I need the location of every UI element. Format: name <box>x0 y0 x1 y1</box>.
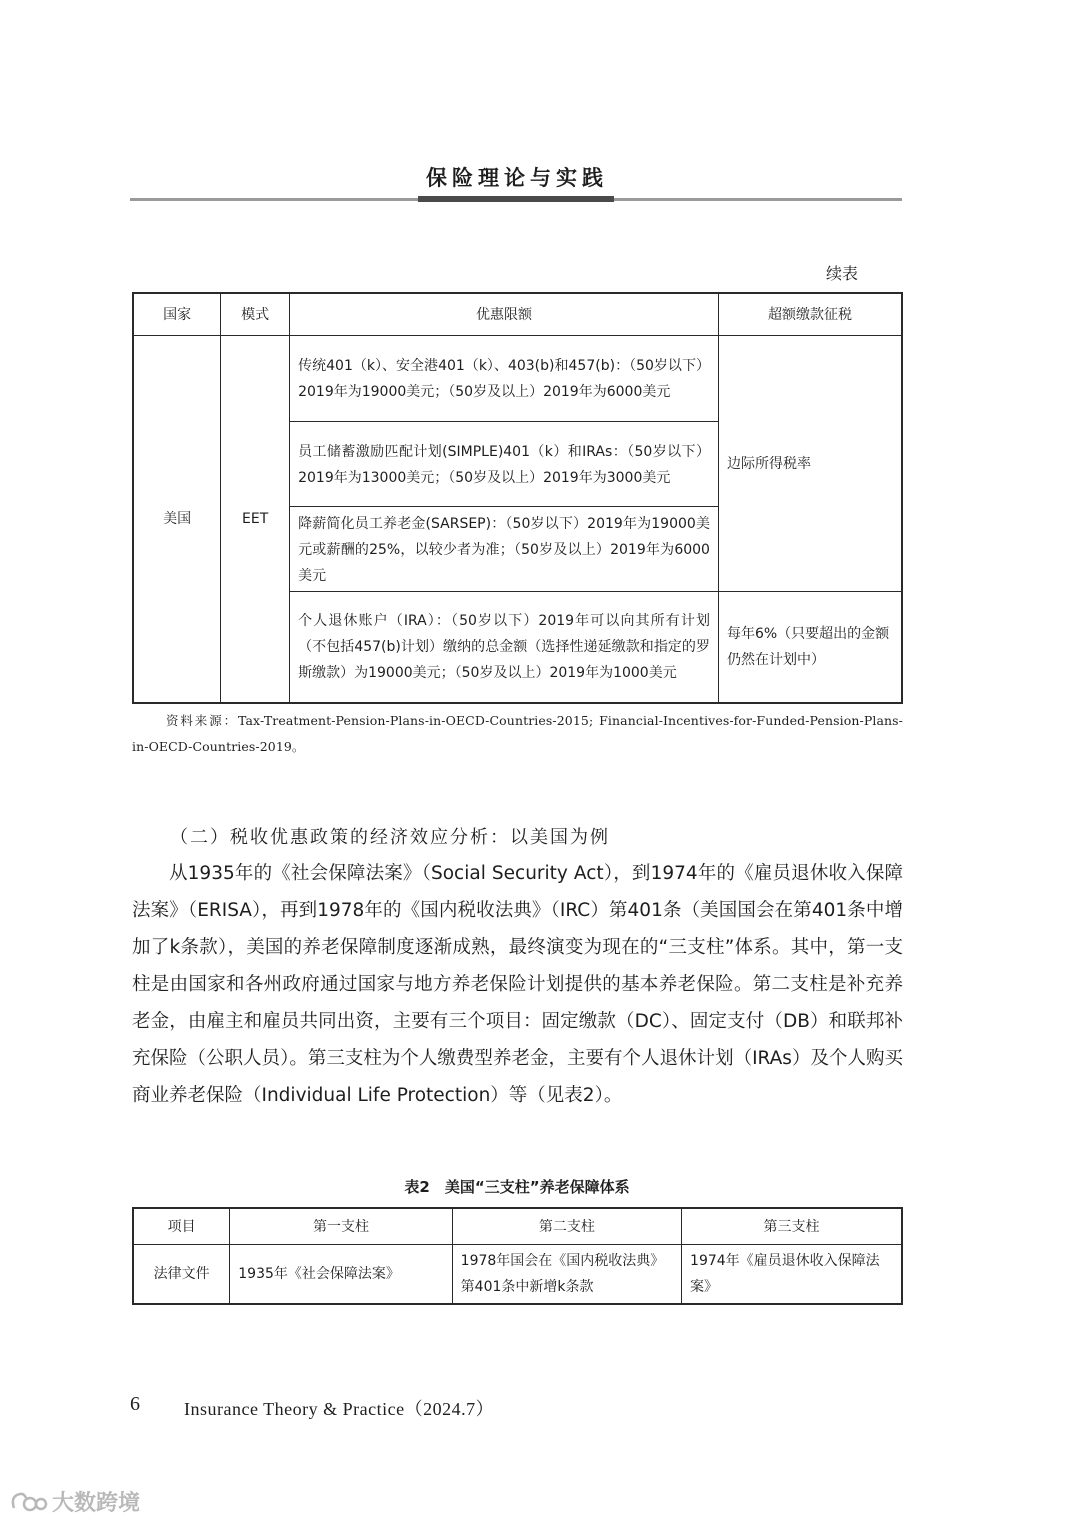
footer-journal-name: Insurance Theory & Practice（2024.7） <box>184 1399 495 1419</box>
watermark-text: 大数跨境 <box>52 1491 141 1516</box>
header-limit: 优惠限额 <box>290 293 719 336</box>
pillar-3-cell: 1974年《雇员退休收入保障法案》 <box>682 1245 902 1305</box>
item-cell: 法律文件 <box>133 1245 230 1305</box>
header-pillar-2: 第二支柱 <box>452 1208 681 1245</box>
limit-cell: 降薪简化员工养老金(SARSEP)：（50岁以下）2019年为19000美元或薪酬的25%，以较少者为准；（50岁及以上）2019年为6000美元 <box>290 507 719 592</box>
header-item: 项目 <box>133 1208 230 1245</box>
header-country: 国家 <box>133 293 221 336</box>
table-caption: 表2 美国“三支柱”养老保障体系 <box>404 1178 630 1196</box>
body-paragraph: 从1935年的《社会保障法案》（Social Security Act），到1974年的《雇员退休收入保障法案》（ERISA），再到1978年的《国内税收法典》（IRC）第401条（美国国会在第401条中增加了k条款），美国的养老保障制度逐渐成熟，最终演变为现在的“三支柱”体系。其中，第一支柱是由国家和各州政府通过国家与地方养老保险计划提供的基本养老保险。第二支柱是补充养老金，由雇主和雇员共同出资，主要有三个项目：固定缴款（DC）、固定支付（DB）和联邦补充保险（公职人员）。第三支柱为个人缴费型养老金，主要有个人退休计划（IRAs）及个人购买商业养老保险（Individual Life Protection）等（见表2）。 <box>132 863 903 1106</box>
header-pillar-3: 第三支柱 <box>682 1208 902 1245</box>
section-heading: （二）税收优惠政策的经济效应分析：以美国为例 <box>170 827 610 848</box>
mode-cell: EET <box>221 336 290 703</box>
source-text: Tax-Treatment-Pension-Plans-in-OECD-Countries-2015; Financial-Incentives-for-Funded-Pension-Plans-in-OECD-Countries-2019。 <box>132 713 903 754</box>
source-note <box>132 708 903 760</box>
pillar-1-cell: 1935年《社会保障法案》 <box>230 1245 452 1305</box>
limit-cell: 员工储蓄激励匹配计划(SIMPLE)401（k）和IRAs：（50岁以下）2019年为13000美元；（50岁及以上）2019年为3000美元 <box>290 422 719 507</box>
watermark <box>8 1486 140 1517</box>
pillar-2-cell: 1978年国会在《国内税收法典》第401条中新增k条款 <box>452 1245 681 1305</box>
three-pillar-table <box>132 1207 903 1305</box>
limit-cell: 传统401（k）、安全港401（k）、403(b)和457(b)：（50岁以下）2019年为19000美元；（50岁及以上）2019年为6000美元 <box>290 336 719 422</box>
table-row <box>133 336 902 422</box>
header-mode: 模式 <box>221 293 290 336</box>
continued-table-label: 续表 <box>825 264 858 283</box>
excess-tax-cell: 每年6%（只要超出的金额仍然在计划中） <box>718 592 902 703</box>
source-label: 资料来源： <box>166 713 238 728</box>
tax-incentive-table <box>132 292 903 704</box>
table-row <box>133 1245 902 1305</box>
header-pillar-1: 第一支柱 <box>230 1208 452 1245</box>
excess-tax-cell: 边际所得税率 <box>718 336 902 592</box>
country-cell: 美国 <box>133 336 221 703</box>
header-rule-accent <box>418 196 614 202</box>
header-excess-tax: 超额缴款征税 <box>718 293 902 336</box>
journal-title: 保险理论与实践 <box>426 166 608 190</box>
table-header-row <box>133 293 902 336</box>
watermark-logo-icon <box>8 1488 48 1516</box>
page-number: 6 <box>130 1393 140 1415</box>
limit-cell: 个人退休账户（IRA）：（50岁以下）2019年可以向其所有计划（不包括457(b)计划）缴纳的总金额（选择性递延缴款和指定的罗斯缴款）为19000美元；（50岁及以上）2019年为1000美元 <box>290 592 719 703</box>
table-header-row <box>133 1208 902 1245</box>
